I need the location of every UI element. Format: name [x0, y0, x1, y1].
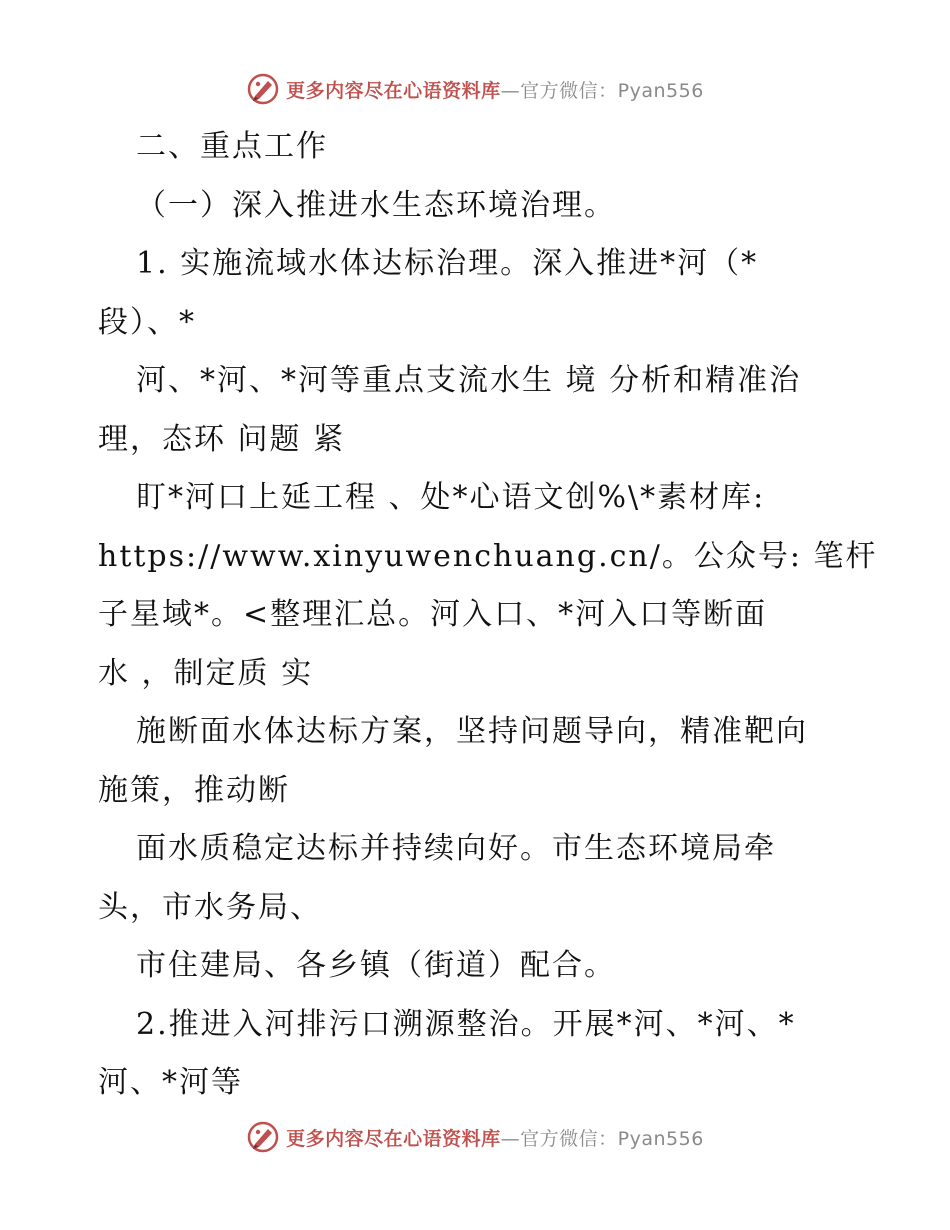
- section-heading: 二、重点工作: [136, 129, 328, 164]
- paragraph-line: 河、*河等: [98, 1065, 243, 1100]
- paragraph-line: 市住建局、各乡镇（街道）配合。: [136, 948, 616, 983]
- header-banner: [0, 72, 950, 106]
- paragraph-line: 施断面水体达标方案，坚持问题导向，精准靶向: [136, 714, 808, 749]
- paragraph-line: 1. 实施流域水体达标治理。深入推进*河（*: [136, 246, 759, 281]
- paragraph-line: 2.推进入河排污口溯源整治。开展*河、*河、*: [136, 1006, 796, 1042]
- document-body: [98, 118, 878, 1113]
- footer-banner: [0, 1120, 950, 1154]
- paragraph-line: 理，态环 问题 紧: [98, 421, 346, 457]
- paragraph-line: 施策，推动断: [98, 772, 290, 808]
- paragraph-line: 段）、*: [98, 304, 196, 340]
- pen-logo-icon: [246, 72, 280, 106]
- paragraph-line: 子星域*。<整理汇总。河入口、*河入口等断面: [98, 597, 768, 632]
- footer-banner-text: 更多内容尽在心语资料库—官方微信：Pyan556: [286, 1127, 704, 1150]
- paragraph-line: 盯*河口上延工程 、处*心语文创%\*素材库:: [136, 480, 766, 515]
- paragraph-line: 面水质稳定达标并持续向好。市生态环境局牵: [136, 831, 776, 866]
- paragraph-line: 河、*河、*河等重点支流水生 境 分析和精准治: [136, 363, 802, 398]
- pen-logo-icon: [246, 1120, 280, 1154]
- header-banner-text: 更多内容尽在心语资料库—官方微信：Pyan556: [286, 79, 704, 102]
- paragraph-line: 头，市水务局、: [98, 889, 322, 925]
- paragraph-line: 水 ，制定质 实: [98, 655, 314, 691]
- paragraph-line: https://www.xinyuwenchuang.cn/。公众号: 笔杆: [98, 538, 878, 574]
- subsection-heading: （一）深入推进水生态环境治理。: [136, 187, 616, 223]
